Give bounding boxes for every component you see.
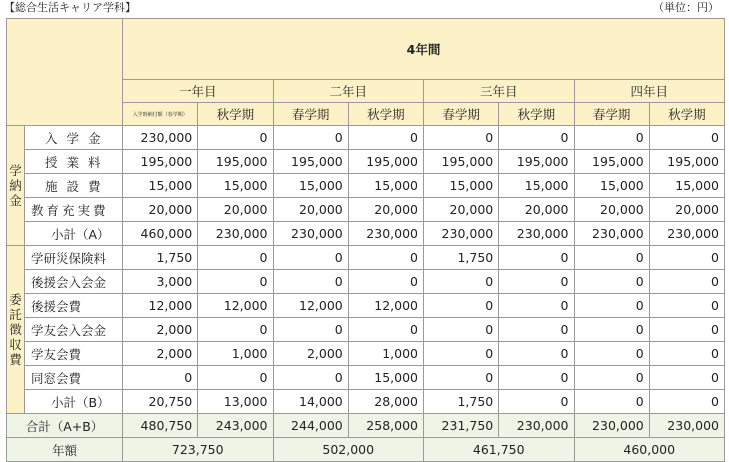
- table-title: 【総合生活キャリア学科】: [4, 1, 136, 14]
- value-cell: 0: [574, 366, 649, 390]
- value-cell: 0: [649, 270, 724, 294]
- unit-note: （単位：円）: [653, 1, 719, 14]
- annual-value: 723,750: [123, 438, 274, 462]
- year-header: 四年目: [574, 80, 725, 103]
- value-cell: 0: [649, 390, 724, 414]
- value-cell: 15,000: [348, 174, 423, 198]
- value-cell: 12,000: [348, 294, 423, 318]
- term-header: 春学期: [424, 103, 499, 126]
- value-cell: 0: [649, 294, 724, 318]
- value-cell: 1,000: [198, 342, 273, 366]
- value-cell: 0: [198, 246, 273, 270]
- value-cell: 3,000: [123, 270, 198, 294]
- value-cell: 15,000: [424, 174, 499, 198]
- value-cell: 0: [649, 342, 724, 366]
- term-header: 春学期: [574, 103, 649, 126]
- value-cell: 230,000: [649, 222, 724, 246]
- value-cell: 0: [499, 294, 574, 318]
- value-cell: 0: [273, 270, 348, 294]
- row-label: 入学金: [25, 126, 123, 150]
- value-cell: 258,000: [348, 414, 423, 438]
- subtotal-row: [7, 222, 725, 246]
- value-cell: 2,000: [123, 342, 198, 366]
- row-label: 後援会費: [25, 294, 123, 318]
- value-cell: 0: [649, 366, 724, 390]
- value-cell: 15,000: [574, 174, 649, 198]
- value-cell: 230,000: [649, 414, 724, 438]
- value-cell: 20,000: [348, 198, 423, 222]
- value-cell: 243,000: [198, 414, 273, 438]
- value-cell: 0: [649, 246, 724, 270]
- value-cell: 0: [273, 318, 348, 342]
- value-cell: 14,000: [273, 390, 348, 414]
- value-cell: 0: [574, 270, 649, 294]
- group-label-char: 委: [9, 292, 22, 307]
- group-label-char: 徴: [9, 322, 22, 337]
- value-cell: 0: [574, 126, 649, 150]
- row-label: 後援会入会金: [25, 270, 123, 294]
- annual-value: 502,000: [273, 438, 424, 462]
- group-label-char: 納: [9, 178, 22, 193]
- value-cell: 20,000: [273, 198, 348, 222]
- row-label: 学友会費: [25, 342, 123, 366]
- value-cell: 12,000: [198, 294, 273, 318]
- group-label-char: 収: [9, 337, 22, 352]
- year-header: 三年目: [424, 80, 575, 103]
- table-row: [7, 246, 725, 270]
- value-cell: 230,000: [574, 222, 649, 246]
- value-cell: 460,000: [123, 222, 198, 246]
- value-cell: 230,000: [273, 222, 348, 246]
- row-label: 授業料: [25, 150, 123, 174]
- value-cell: 230,000: [198, 222, 273, 246]
- value-cell: 0: [649, 318, 724, 342]
- value-cell: 12,000: [123, 294, 198, 318]
- value-cell: 0: [198, 126, 273, 150]
- table-row: [7, 270, 725, 294]
- annual-value: 460,000: [574, 438, 725, 462]
- header-row-period: [7, 19, 725, 80]
- value-cell: 0: [348, 270, 423, 294]
- header-corner: [7, 19, 123, 126]
- value-cell: 0: [574, 318, 649, 342]
- value-cell: 0: [348, 246, 423, 270]
- total-label: 合計（A+B）: [7, 414, 123, 438]
- value-cell: 20,000: [574, 198, 649, 222]
- group-label: [7, 246, 25, 414]
- group-label-char: 託: [9, 307, 22, 322]
- value-cell: 1,000: [348, 342, 423, 366]
- value-cell: 15,000: [499, 174, 574, 198]
- term-header: 秋学期: [649, 103, 724, 126]
- value-cell: 195,000: [348, 150, 423, 174]
- annual-row: [7, 438, 725, 462]
- value-cell: 28,000: [348, 390, 423, 414]
- value-cell: 0: [499, 318, 574, 342]
- value-cell: 15,000: [649, 174, 724, 198]
- value-cell: 480,750: [123, 414, 198, 438]
- value-cell: 0: [348, 126, 423, 150]
- table-row: [7, 294, 725, 318]
- value-cell: 1,750: [424, 390, 499, 414]
- value-cell: 0: [273, 126, 348, 150]
- value-cell: 231,750: [424, 414, 499, 438]
- value-cell: 15,000: [273, 174, 348, 198]
- value-cell: 20,000: [424, 198, 499, 222]
- value-cell: 15,000: [198, 174, 273, 198]
- value-cell: 0: [123, 366, 198, 390]
- table-row: [7, 342, 725, 366]
- year-header: 二年目: [273, 80, 424, 103]
- value-cell: 0: [198, 318, 273, 342]
- table-row: [7, 318, 725, 342]
- annual-label: 年額: [7, 438, 123, 462]
- term-header: 春学期: [273, 103, 348, 126]
- value-cell: 1,750: [123, 246, 198, 270]
- term-header: 秋学期: [198, 103, 273, 126]
- value-cell: 230,000: [499, 414, 574, 438]
- table-row: [7, 126, 725, 150]
- value-cell: 0: [499, 126, 574, 150]
- value-cell: 0: [499, 246, 574, 270]
- value-cell: 0: [348, 318, 423, 342]
- row-label: 学研災保険料: [25, 246, 123, 270]
- value-cell: 0: [273, 366, 348, 390]
- value-cell: 20,750: [123, 390, 198, 414]
- value-cell: 0: [499, 342, 574, 366]
- value-cell: 0: [198, 366, 273, 390]
- group-label-char: 金: [9, 193, 22, 208]
- value-cell: 195,000: [649, 150, 724, 174]
- subtotal-label: 小計（B）: [25, 390, 123, 414]
- value-cell: 230,000: [424, 222, 499, 246]
- value-cell: 0: [574, 342, 649, 366]
- value-cell: 244,000: [273, 414, 348, 438]
- value-cell: 0: [424, 342, 499, 366]
- value-cell: 0: [424, 126, 499, 150]
- annual-value: 461,750: [424, 438, 575, 462]
- year-header: 一年目: [123, 80, 274, 103]
- subtotal-row: [7, 390, 725, 414]
- group-label-char: 学: [9, 163, 22, 178]
- value-cell: 195,000: [273, 150, 348, 174]
- table-row: [7, 198, 725, 222]
- value-cell: 0: [424, 366, 499, 390]
- row-label: 教育充実費: [25, 198, 123, 222]
- value-cell: 195,000: [574, 150, 649, 174]
- value-cell: 230,000: [499, 222, 574, 246]
- group-label: [7, 126, 25, 246]
- value-cell: 0: [574, 390, 649, 414]
- value-cell: 0: [574, 246, 649, 270]
- value-cell: 0: [499, 270, 574, 294]
- subtotal-label: 小計（A）: [25, 222, 123, 246]
- value-cell: 230,000: [574, 414, 649, 438]
- table-row: [7, 366, 725, 390]
- period-header: 4年間: [123, 19, 725, 80]
- fee-table: [6, 18, 725, 462]
- value-cell: 195,000: [123, 150, 198, 174]
- total-row: [7, 414, 725, 438]
- value-cell: 2,000: [273, 342, 348, 366]
- value-cell: 0: [499, 390, 574, 414]
- value-cell: 0: [273, 246, 348, 270]
- row-label: 同窓会費: [25, 366, 123, 390]
- value-cell: 0: [424, 318, 499, 342]
- value-cell: 195,000: [499, 150, 574, 174]
- value-cell: 0: [649, 126, 724, 150]
- value-cell: 195,000: [424, 150, 499, 174]
- value-cell: 0: [499, 366, 574, 390]
- value-cell: 1,750: [424, 246, 499, 270]
- value-cell: 2,000: [123, 318, 198, 342]
- term-header: 秋学期: [348, 103, 423, 126]
- value-cell: 15,000: [123, 174, 198, 198]
- term-header: 入学時納付額（春学期）: [123, 103, 198, 126]
- value-cell: 15,000: [348, 366, 423, 390]
- value-cell: 20,000: [198, 198, 273, 222]
- group-label-char: 費: [9, 352, 22, 367]
- row-label: 学友会入会金: [25, 318, 123, 342]
- value-cell: 20,000: [499, 198, 574, 222]
- value-cell: 12,000: [273, 294, 348, 318]
- value-cell: 230,000: [348, 222, 423, 246]
- value-cell: 0: [424, 270, 499, 294]
- value-cell: 20,000: [123, 198, 198, 222]
- value-cell: 20,000: [649, 198, 724, 222]
- term-header: 秋学期: [499, 103, 574, 126]
- value-cell: 0: [198, 270, 273, 294]
- row-label: 施設費: [25, 174, 123, 198]
- value-cell: 195,000: [198, 150, 273, 174]
- value-cell: 230,000: [123, 126, 198, 150]
- value-cell: 13,000: [198, 390, 273, 414]
- value-cell: 0: [424, 294, 499, 318]
- table-row: [7, 174, 725, 198]
- value-cell: 0: [574, 294, 649, 318]
- table-row: [7, 150, 725, 174]
